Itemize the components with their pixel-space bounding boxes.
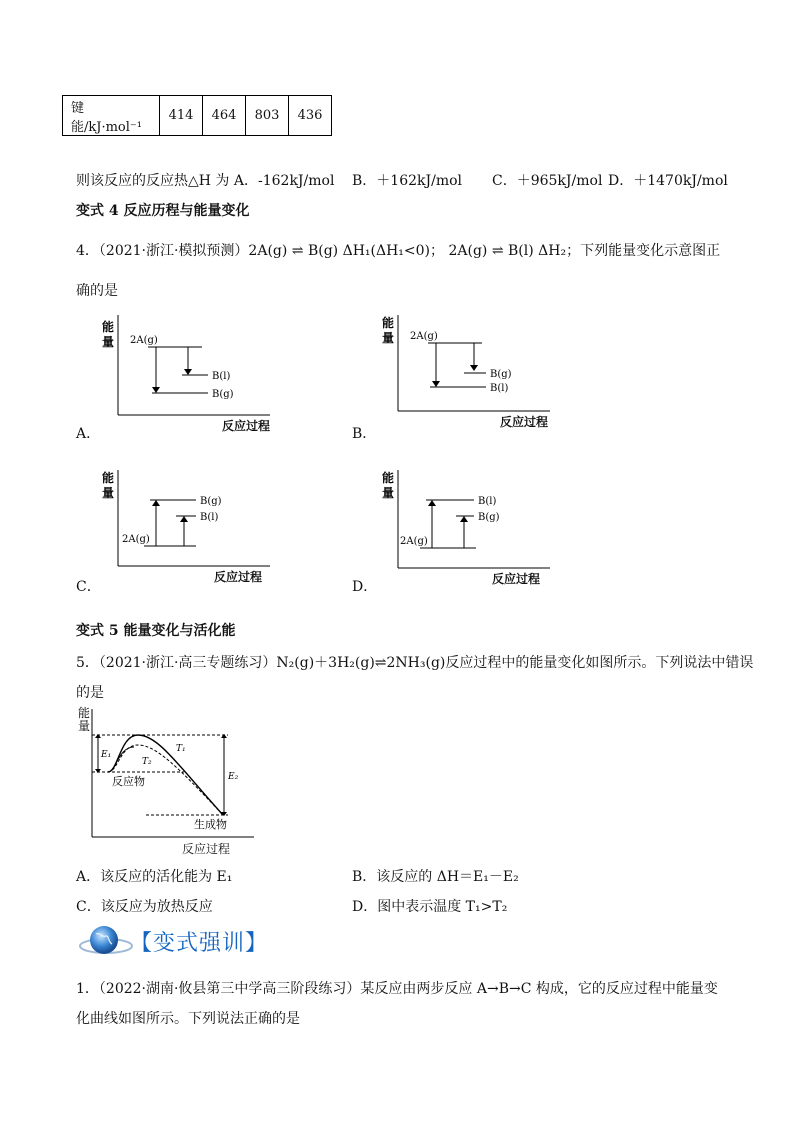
reactant-label: 反应物 [112, 775, 145, 788]
bond-energy-header: 键能/kJ·mol⁻¹ [63, 96, 160, 136]
globe-icon [78, 922, 134, 962]
q5-option-d: D．图中表示温度 T₁>T₂ [352, 899, 508, 915]
q5-option-a: A．该反应的活化能为 E₁ [76, 869, 233, 885]
bond-energy-value: 803 [246, 96, 289, 136]
y-label: 量 [382, 486, 395, 500]
q3-stem: 则该反应的反应热△H 为 A．-162kJ/mol [76, 173, 335, 189]
option-a-label: A． [76, 426, 101, 442]
level-label: B(g) [490, 369, 512, 380]
level-label: 2A(g) [410, 331, 438, 342]
practice1-line2: 化曲线如图所示。下列说法正确的是 [76, 1011, 300, 1027]
y-label: 能 [102, 320, 115, 334]
option-d-label: D． [352, 579, 378, 595]
product-label: 生成物 [194, 818, 227, 831]
practice1-line1: 1．（2022·湖南·攸县第三中学高三阶段练习）某反应由两步反应 A→B→C 构成，它的反应过程中能量变 [76, 981, 718, 997]
level-label: B(g) [200, 496, 222, 507]
y-label: 能 [102, 471, 115, 485]
t1-label: T₁ [176, 744, 186, 754]
level-label: B(l) [478, 496, 497, 507]
level-label: B(g) [212, 389, 234, 400]
level-label: B(l) [490, 383, 509, 394]
option-c-label: C． [76, 579, 101, 595]
diagram-5 [78, 705, 278, 855]
x-axis-label: 反应过程 [182, 842, 231, 856]
y-label: 量 [102, 486, 115, 500]
bond-energy-value: 464 [203, 96, 246, 136]
q5-line2: 的是 [76, 685, 104, 701]
level-label: B(l) [200, 512, 219, 523]
section5-title: 变式 5 能量变化与活化能 [76, 623, 236, 639]
q3-option-b: B．＋162kJ/mol [352, 173, 463, 189]
level-label: 2A(g) [400, 536, 428, 547]
q5-line1: 5．（2021·浙江·高三专题练习）N₂(g)＋3H₂(g)⇌2NH₃(g)反应过程中的能量变化如图所示。下列说法中错误 [76, 655, 754, 671]
diagram-c [100, 470, 280, 580]
y-label: 能 [382, 471, 395, 485]
x-axis-label: 反应过程 [214, 570, 263, 584]
q4-line1: 4．（2021·浙江·模拟预测）2A(g) ⇌ B(g) ΔH₁(ΔH₁<0)； 2A(g) ⇌ B(l) ΔH₂；下列能量变化示意图正 [76, 243, 721, 259]
section4-title: 变式 4 反应历程与能量变化 [76, 203, 250, 219]
q4-line2: 确的是 [76, 283, 118, 299]
q5-option-b: B．该反应的 ΔH＝E₁－E₂ [352, 869, 519, 885]
y-label: 量 [382, 331, 395, 345]
q3-option-d: D．＋1470kJ/mol [608, 173, 728, 189]
level-label: 2A(g) [122, 534, 150, 545]
level-label: 2A(g) [130, 335, 158, 346]
y-label: 能 [382, 316, 395, 330]
option-b-label: B． [352, 426, 377, 442]
bond-energy-value: 414 [160, 96, 203, 136]
x-axis-label: 反应过程 [492, 572, 541, 586]
e1-label: E₁ [101, 750, 112, 760]
bond-energy-table [62, 95, 332, 136]
q3-option-c: C．＋965kJ/mol [492, 173, 603, 189]
e2-label: E₂ [228, 772, 239, 782]
level-label: B(l) [212, 371, 231, 382]
y-label: 量 [102, 335, 115, 349]
table-row [63, 96, 332, 136]
diagram-d [380, 470, 560, 580]
x-axis-label: 反应过程 [222, 419, 271, 433]
q5-option-c: C．该反应为放热反应 [76, 899, 213, 915]
t2-label: T₂ [142, 757, 152, 767]
bond-energy-value: 436 [289, 96, 332, 136]
y-label: 量 [78, 719, 91, 733]
y-label: 能 [78, 706, 91, 720]
x-axis-label: 反应过程 [500, 415, 549, 429]
banner-title: 【变式强训】 [130, 931, 269, 956]
level-label: B(g) [478, 512, 500, 523]
